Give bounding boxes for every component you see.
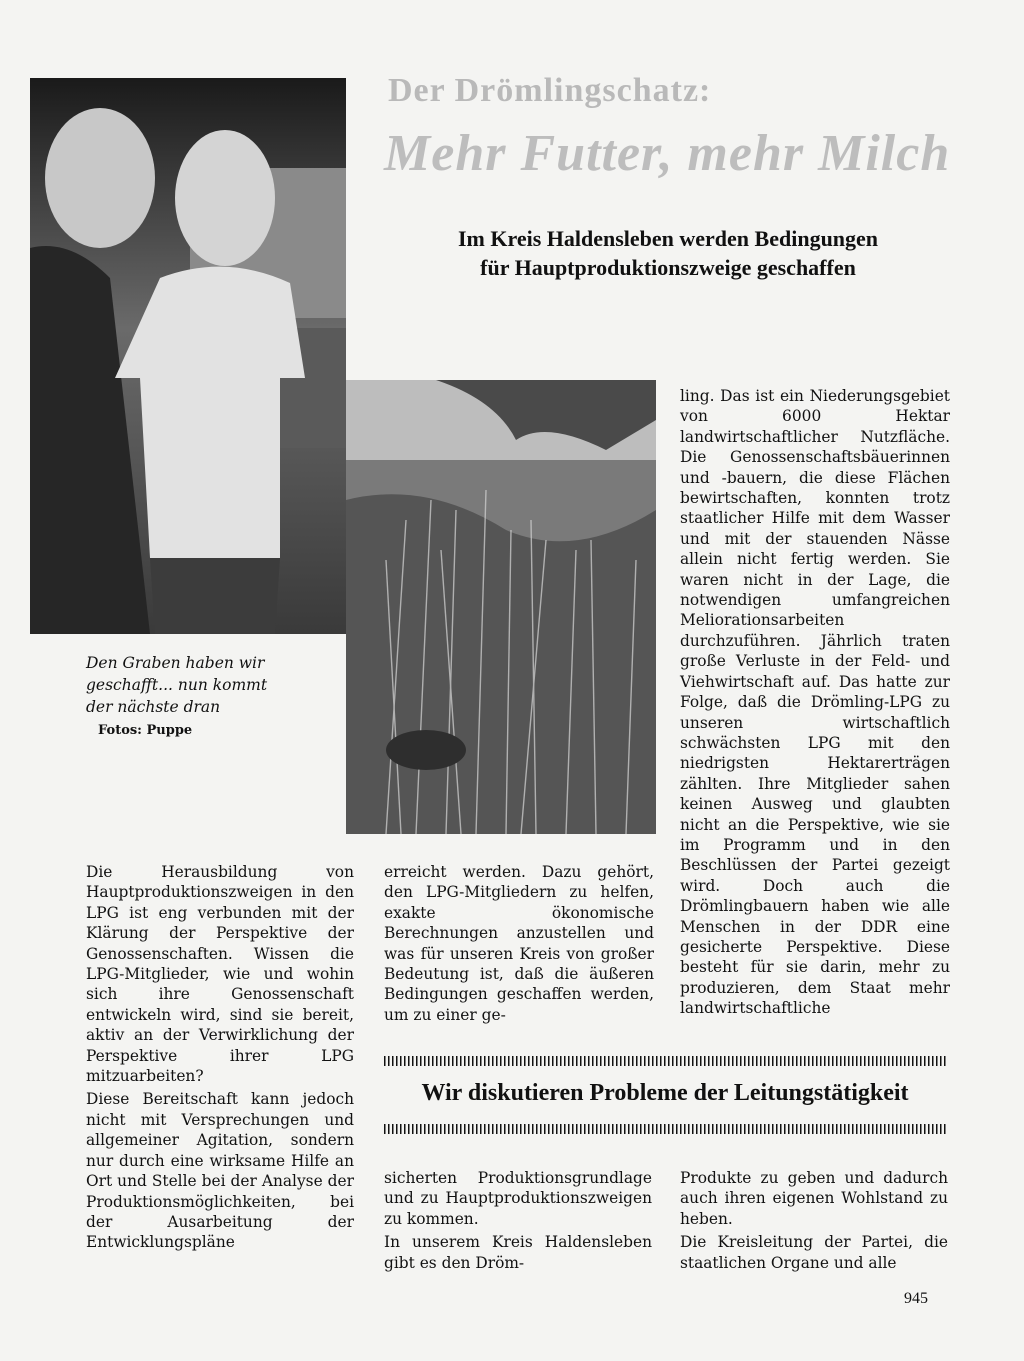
column-right-top-text: ling. Das ist ein Niederungsgebiet von 6000 Hektar landwirtschaftlicher Nutzfläche. Die Genossenschaftsbäuerinnen und -bauern, die diese Flächen bewirtschaften, konnten trotz staatlicher Hilfe mit dem Wasser und mit der stauenden Nässe allein nicht fertig werden. Sie waren nicht in der Lage, die notwendigen umfangreichen Meliorationsarbeiten durchzuführen. Jährlich traten große Verluste in der Feld- und Viehwirtschaft auf. Das hatte zur Folge, daß die Drömling-LPG zu unseren wirtschaftlich schwächsten LPG mit den niedrigsten Hektarerträgen zählten. Ihre Mitglieder sahen keinen Ausweg und glaubten nicht an die Perspektive, wie sie im Programm und in den Beschlüssen der Partei gezeigt wird. Doch auch die Drömlingbauern haben wie alle Menschen in der DDR eine gesicherte Perspektive. Diese besteht für sie darin, mehr zu produzieren, dem Staat mehr landwirtschaftliche (680, 387, 950, 1018)
article-kicker: Der Drömlingschatz: (388, 72, 712, 109)
column-middle-top-text: erreicht werden. Dazu gehört, den LPG-Mitgliedern zu helfen, exakte ökonomische Berechnungen anzustellen und was für unseren Kreis von großer Bedeutung ist, daß die äußeren Bedingungen geschaffen werden, um zu einer ge- (384, 863, 654, 1024)
column-middle-bottom-p1: sicherten Produktionsgrundlage und zu Hauptproduktionszweigen zu kommen. (384, 1169, 652, 1228)
photo-caption (86, 652, 276, 742)
column-middle-top (384, 862, 654, 1028)
caption-text: Den Graben haben wir geschafft... nun kommt der nächste dran (86, 654, 268, 716)
column-right-top (680, 386, 950, 1022)
photo-two-men-image (30, 78, 346, 634)
column-right-bottom (680, 1168, 948, 1276)
page-number: 945 (904, 1290, 928, 1307)
column-right-bottom-p2: Die Kreisleitung der Partei, die staatlichen Organe und alle (680, 1233, 948, 1272)
column-left-p1: Die Herausbildung von Hauptproduktionszweigen in den LPG ist eng verbunden mit der Klärung der Perspektive der Genossenschaften. Wissen die LPG-Mitglieder, wie und wohin sich ihre Genossenschaft entwickeln wird, sind sie bereit, aktiv an der Verwirklichung der Perspektive ihrer LPG mitzuarbeiten? (86, 863, 354, 1086)
column-left-p2: Diese Bereitschaft kann jedoch nicht mit Versprechungen und allgemeiner Agitation, sondern nur durch eine wirksame Hilfe an Ort und Stelle bei der Analyse der Produktionsmöglichkeiten, bei der Ausarbeitung der Entwicklungspläne (86, 1090, 354, 1252)
column-right-bottom-p1: Produkte zu geben und dadurch auch ihren eigenen Wohlstand zu heben. (680, 1169, 948, 1228)
subtitle-line-1: Im Kreis Haldensleben werden Bedingungen (457, 226, 879, 251)
column-middle-bottom (384, 1168, 652, 1276)
photo-ditch-image (346, 380, 656, 834)
article-title: Mehr Futter, mehr Milch (384, 125, 951, 182)
article-subtitle (398, 224, 938, 282)
photo-two-men (30, 78, 346, 634)
section-rule-bottom (384, 1124, 946, 1134)
photo-ditch (346, 380, 656, 834)
column-left (86, 862, 354, 1256)
section-heading: Wir diskutieren Probleme der Leitungstätigkeit (421, 1080, 909, 1106)
section-rule-top (384, 1056, 946, 1066)
photo-credit: Fotos: Puppe (98, 723, 193, 738)
column-middle-bottom-p2: In unserem Kreis Haldensleben gibt es den Dröm- (384, 1233, 652, 1272)
subtitle-line-2: für Hauptproduktionszweige geschaffen (480, 255, 856, 280)
